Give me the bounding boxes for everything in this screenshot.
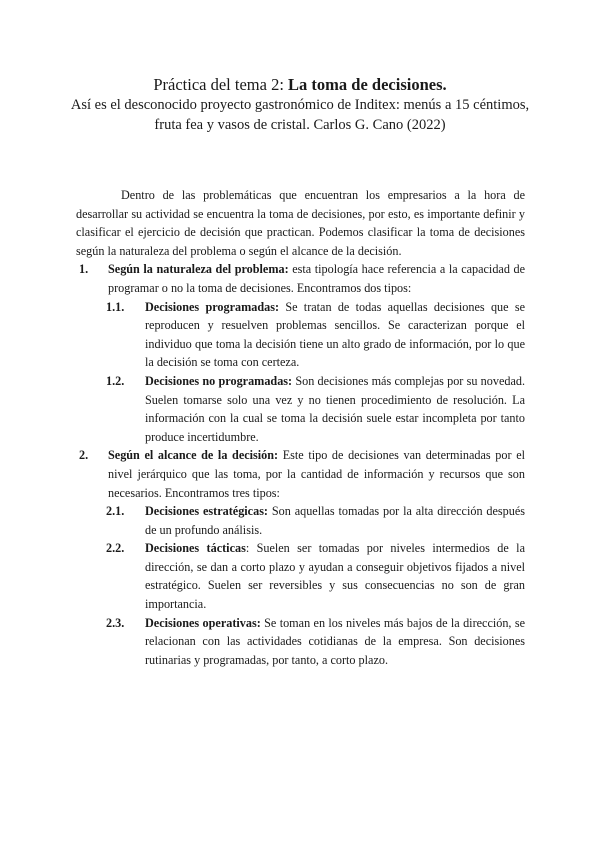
subsection-2-3	[76, 614, 525, 670]
subsection-text: Se tratan de todas aquellas decisiones que se reproducen y resuelven problemas sencillos. Se caracterizan porque el individuo que toma la decisión tiene un alto grado de información, por lo que la decisión se toma con certeza.	[145, 299, 525, 370]
intro-paragraph: Dentro de las problemáticas que encuentran los empresarios a la hora de desarrollar su actividad se encuentra la toma de decisiones, por esto, es importante definir y clasificar el ejercicio de decisión que practican. Podemos clasificar la toma de decisiones según la naturaleza del problema o según el alcance de la decisión.	[76, 188, 525, 258]
subsection-text: Son aquellas tomadas por la alta dirección después de un profundo análisis.	[145, 504, 525, 537]
subsection-number: 2.2.	[106, 541, 125, 556]
subsection-title: Decisiones estratégicas:	[145, 504, 268, 519]
subsection-text: Se toman en los niveles más bajos de la dirección, se relacionan con las actividades cotidianas de la empresa. Son decisiones rutinarias y programadas, por tanto, a corto plazo.	[145, 615, 525, 667]
section-1	[76, 260, 525, 297]
subsection-number: 1.2.	[106, 373, 125, 388]
subsection-number: 2.3.	[106, 615, 125, 630]
subsection-number: 2.1.	[106, 504, 125, 519]
subsection-1-2	[76, 372, 525, 446]
subsection-title: Decisiones tácticas	[145, 541, 246, 556]
page-subtitle: Así es el desconocido proyecto gastronómico de Inditex: menús a 15 céntimos, fruta fea y vasos de cristal. Carlos G. Cano (2022)	[70, 97, 530, 133]
section-number: 2.	[79, 448, 89, 463]
title-prefix: Práctica del tema 2:	[153, 75, 289, 94]
page-title	[0, 75, 600, 95]
title-bold: La toma de decisiones.	[288, 75, 447, 94]
subsection-text: : Suelen ser tomadas por niveles intermedios de la dirección, se dan a corto plazo y ayudan a conseguir objetivos fijados a nivel estratégico. Suelen ser reversibles y sus consecuencias no son de gran importancia.	[145, 541, 525, 612]
section-title: Según el alcance de la decisión:	[108, 448, 279, 463]
subsection-2-1	[76, 502, 525, 539]
subsection-number: 1.1.	[106, 299, 125, 314]
section-title: Según la naturaleza del problema:	[108, 262, 289, 277]
subsection-text: Son decisiones más complejas por su novedad. Suelen tomarse solo una vez y no tienen procedimiento de resolución. La información con la cual se toma la decisión suele estar incompleta por tanto produce incertidumbre.	[145, 373, 526, 444]
section-text: Este tipo de decisiones van determinadas por el nivel jerárquico que las toma, por la cantidad de información y recursos que son necesarios. Encontramos tres tipos:	[108, 448, 525, 500]
subsection-title: Decisiones programadas:	[145, 299, 280, 314]
subsection-title: Decisiones operativas:	[145, 615, 261, 630]
subsection-2-2	[76, 539, 525, 613]
subsection-title: Decisiones no programadas:	[145, 373, 293, 388]
section-2	[76, 446, 525, 502]
section-text: esta tipología hace referencia a la capacidad de programar o no la toma de decisiones. Encontramos dos tipos:	[108, 262, 525, 295]
section-number: 1.	[79, 262, 89, 277]
subsection-1-1	[76, 298, 525, 372]
document-body	[76, 186, 525, 669]
